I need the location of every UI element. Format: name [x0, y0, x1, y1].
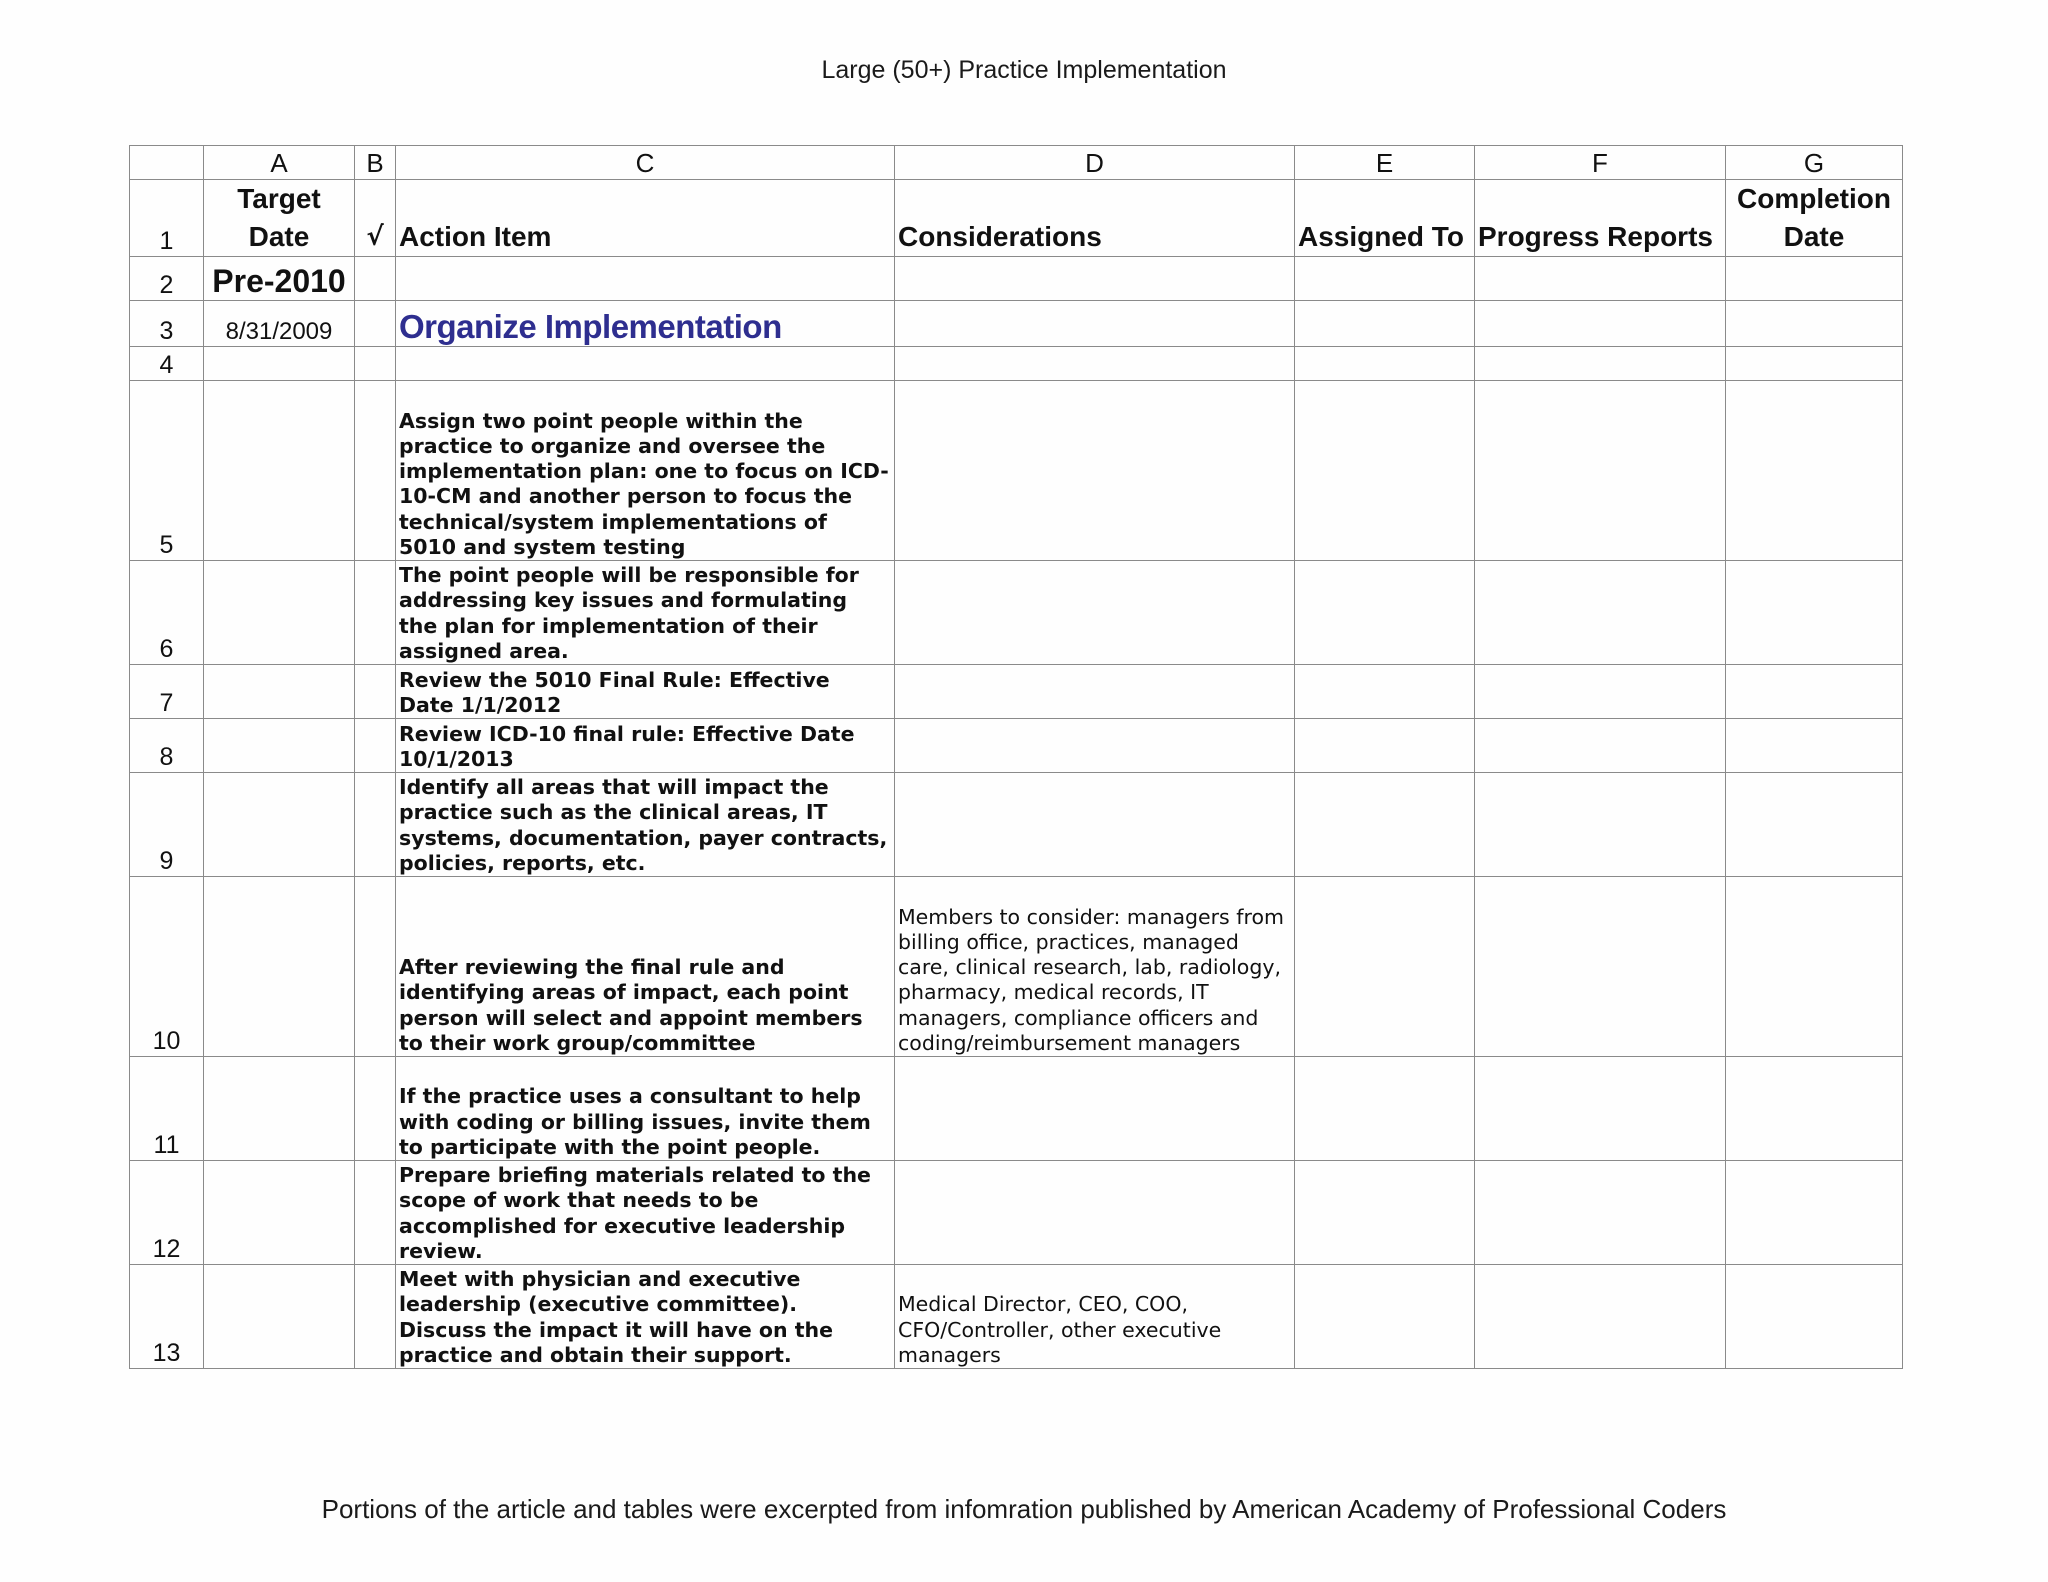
table-row [130, 1161, 1903, 1265]
row-number[interactable]: 9 [130, 773, 204, 877]
progress-cell[interactable] [1475, 665, 1726, 719]
header-progress-reports[interactable]: Progress Reports [1475, 180, 1726, 257]
table-row [130, 877, 1903, 1057]
row-number[interactable]: 10 [130, 877, 204, 1057]
check-cell[interactable] [355, 257, 396, 301]
progress-cell[interactable] [1475, 347, 1726, 381]
considerations-cell[interactable] [895, 773, 1295, 877]
assigned-cell[interactable] [1295, 347, 1475, 381]
table-row [130, 301, 1903, 347]
target-date-cell[interactable] [204, 665, 355, 719]
completion-cell[interactable] [1726, 347, 1903, 381]
action-cell[interactable]: Review ICD-10 final rule: Effective Date 10/1/2013 [396, 719, 895, 773]
considerations-cell[interactable] [895, 257, 1295, 301]
target-date-cell[interactable] [204, 719, 355, 773]
header-considerations[interactable]: Considerations [895, 180, 1295, 257]
considerations-cell[interactable]: Members to consider: managers from billing office, practices, managed care, clinical research, lab, radiology, pharmacy, medical records, IT managers, compliance officers and coding/reimbursement managers [895, 877, 1295, 1057]
action-cell[interactable]: Identify all areas that will impact the practice such as the clinical areas, IT systems, documentation, payer contracts, policies, reports, etc. [396, 773, 895, 877]
section-heading-cell[interactable]: Organize Implementation [396, 301, 895, 347]
table-row [130, 1265, 1903, 1369]
completion-cell[interactable] [1726, 301, 1903, 347]
table-row [130, 561, 1903, 665]
corner-cell [130, 146, 204, 180]
completion-cell[interactable] [1726, 773, 1903, 877]
row-number[interactable]: 6 [130, 561, 204, 665]
target-date-cell[interactable] [204, 1161, 355, 1265]
check-cell[interactable] [355, 877, 396, 1057]
check-cell[interactable] [355, 719, 396, 773]
action-cell[interactable]: The point people will be responsible for addressing key issues and formulating the plan for implementation of their assigned area. [396, 561, 895, 665]
target-date-cell[interactable]: Pre-2010 [204, 257, 355, 301]
assigned-cell[interactable] [1295, 561, 1475, 665]
column-letter[interactable]: F [1475, 146, 1726, 180]
row-number[interactable]: 5 [130, 381, 204, 561]
target-date-cell[interactable] [204, 1265, 355, 1369]
target-date-cell[interactable] [204, 381, 355, 561]
completion-cell[interactable] [1726, 257, 1903, 301]
completion-cell[interactable] [1726, 719, 1903, 773]
row-number[interactable]: 13 [130, 1265, 204, 1369]
header-assigned-to[interactable]: Assigned To [1295, 180, 1475, 257]
column-letter-row [130, 146, 1903, 180]
table-row [130, 180, 1903, 257]
table-row [130, 257, 1903, 301]
considerations-cell[interactable] [895, 665, 1295, 719]
row-number[interactable]: 2 [130, 257, 204, 301]
progress-cell[interactable] [1475, 877, 1726, 1057]
progress-cell[interactable] [1475, 1265, 1726, 1369]
completion-cell[interactable] [1726, 665, 1903, 719]
considerations-cell[interactable] [895, 1057, 1295, 1161]
considerations-cell[interactable] [895, 381, 1295, 561]
table-row [130, 665, 1903, 719]
check-cell[interactable] [355, 773, 396, 877]
completion-cell[interactable] [1726, 561, 1903, 665]
action-cell[interactable]: Review the 5010 Final Rule: Effective Date 1/1/2012 [396, 665, 895, 719]
column-letter[interactable]: B [355, 146, 396, 180]
action-cell[interactable] [396, 347, 895, 381]
check-cell[interactable] [355, 347, 396, 381]
check-cell[interactable] [355, 301, 396, 347]
target-date-cell[interactable] [204, 1057, 355, 1161]
completion-cell[interactable] [1726, 1265, 1903, 1369]
assigned-cell[interactable] [1295, 877, 1475, 1057]
target-date-cell[interactable] [204, 347, 355, 381]
progress-cell[interactable] [1475, 301, 1726, 347]
table-row [130, 381, 1903, 561]
column-letter[interactable]: C [396, 146, 895, 180]
row-number[interactable]: 1 [130, 180, 204, 257]
footer-note: Portions of the article and tables were excerpted from infomration published by American Academy of Professional Coders [321, 1494, 1727, 1524]
considerations-cell[interactable] [895, 347, 1295, 381]
action-cell[interactable]: After reviewing the final rule and identifying areas of impact, each point person will select and appoint members to their work group/committee [396, 877, 895, 1057]
action-cell[interactable]: Assign two point people within the practice to organize and oversee the implementation plan: one to focus on ICD-10-CM and another person to focus the technical/system implementations of 5010 and system testing [396, 381, 895, 561]
considerations-cell[interactable] [895, 1161, 1295, 1265]
considerations-cell[interactable] [895, 719, 1295, 773]
target-date-cell[interactable] [204, 561, 355, 665]
check-cell[interactable] [355, 1161, 396, 1265]
check-cell[interactable] [355, 665, 396, 719]
header-target-date[interactable]: Target Date [204, 180, 355, 257]
column-letter[interactable]: G [1726, 146, 1903, 180]
action-cell[interactable]: If the practice uses a consultant to help with coding or billing issues, invite them to participate with the point people. [396, 1057, 895, 1161]
check-cell[interactable] [355, 561, 396, 665]
column-letter[interactable]: D [895, 146, 1295, 180]
row-number[interactable]: 11 [130, 1057, 204, 1161]
document-title: Large (50+) Practice Implementation [821, 56, 1227, 84]
completion-cell[interactable] [1726, 1161, 1903, 1265]
progress-cell[interactable] [1475, 1161, 1726, 1265]
action-cell[interactable]: Prepare briefing materials related to the scope of work that needs to be accomplished for executive leadership review. [396, 1161, 895, 1265]
progress-cell[interactable] [1475, 561, 1726, 665]
assigned-cell[interactable] [1295, 301, 1475, 347]
row-number[interactable]: 4 [130, 347, 204, 381]
assigned-cell[interactable] [1295, 1265, 1475, 1369]
progress-cell[interactable] [1475, 773, 1726, 877]
considerations-cell[interactable]: Medical Director, CEO, COO, CFO/Controller, other executive managers [895, 1265, 1295, 1369]
row-number[interactable]: 3 [130, 301, 204, 347]
assigned-cell[interactable] [1295, 1057, 1475, 1161]
action-cell[interactable] [396, 257, 895, 301]
check-cell[interactable] [355, 1265, 396, 1369]
assigned-cell[interactable] [1295, 719, 1475, 773]
progress-cell[interactable] [1475, 1057, 1726, 1161]
implementation-spreadsheet [129, 145, 1903, 1369]
completion-cell[interactable] [1726, 1057, 1903, 1161]
table-row [130, 719, 1903, 773]
column-letter[interactable]: A [204, 146, 355, 180]
table-row [130, 1057, 1903, 1161]
progress-cell[interactable] [1475, 381, 1726, 561]
assigned-cell[interactable] [1295, 773, 1475, 877]
check-cell[interactable] [355, 381, 396, 561]
row-number[interactable]: 12 [130, 1161, 204, 1265]
table-row [130, 347, 1903, 381]
check-cell[interactable] [355, 1057, 396, 1161]
row-number[interactable]: 7 [130, 665, 204, 719]
completion-cell[interactable] [1726, 877, 1903, 1057]
considerations-cell[interactable] [895, 301, 1295, 347]
header-completion-date[interactable]: Completion Date [1726, 180, 1903, 257]
target-date-cell[interactable] [204, 773, 355, 877]
header-action-item[interactable]: Action Item [396, 180, 895, 257]
target-date-cell[interactable] [204, 877, 355, 1057]
assigned-cell[interactable] [1295, 665, 1475, 719]
header-check[interactable]: √ [355, 180, 396, 257]
assigned-cell[interactable] [1295, 381, 1475, 561]
action-cell[interactable]: Meet with physician and executive leadership (executive committee). Discuss the impact it will have on the practice and obtain their support. [396, 1265, 895, 1369]
table-row [130, 773, 1903, 877]
assigned-cell[interactable] [1295, 257, 1475, 301]
target-date-cell[interactable]: 8/31/2009 [204, 301, 355, 347]
progress-cell[interactable] [1475, 257, 1726, 301]
completion-cell[interactable] [1726, 381, 1903, 561]
column-letter[interactable]: E [1295, 146, 1475, 180]
progress-cell[interactable] [1475, 719, 1726, 773]
assigned-cell[interactable] [1295, 1161, 1475, 1265]
row-number[interactable]: 8 [130, 719, 204, 773]
considerations-cell[interactable] [895, 561, 1295, 665]
